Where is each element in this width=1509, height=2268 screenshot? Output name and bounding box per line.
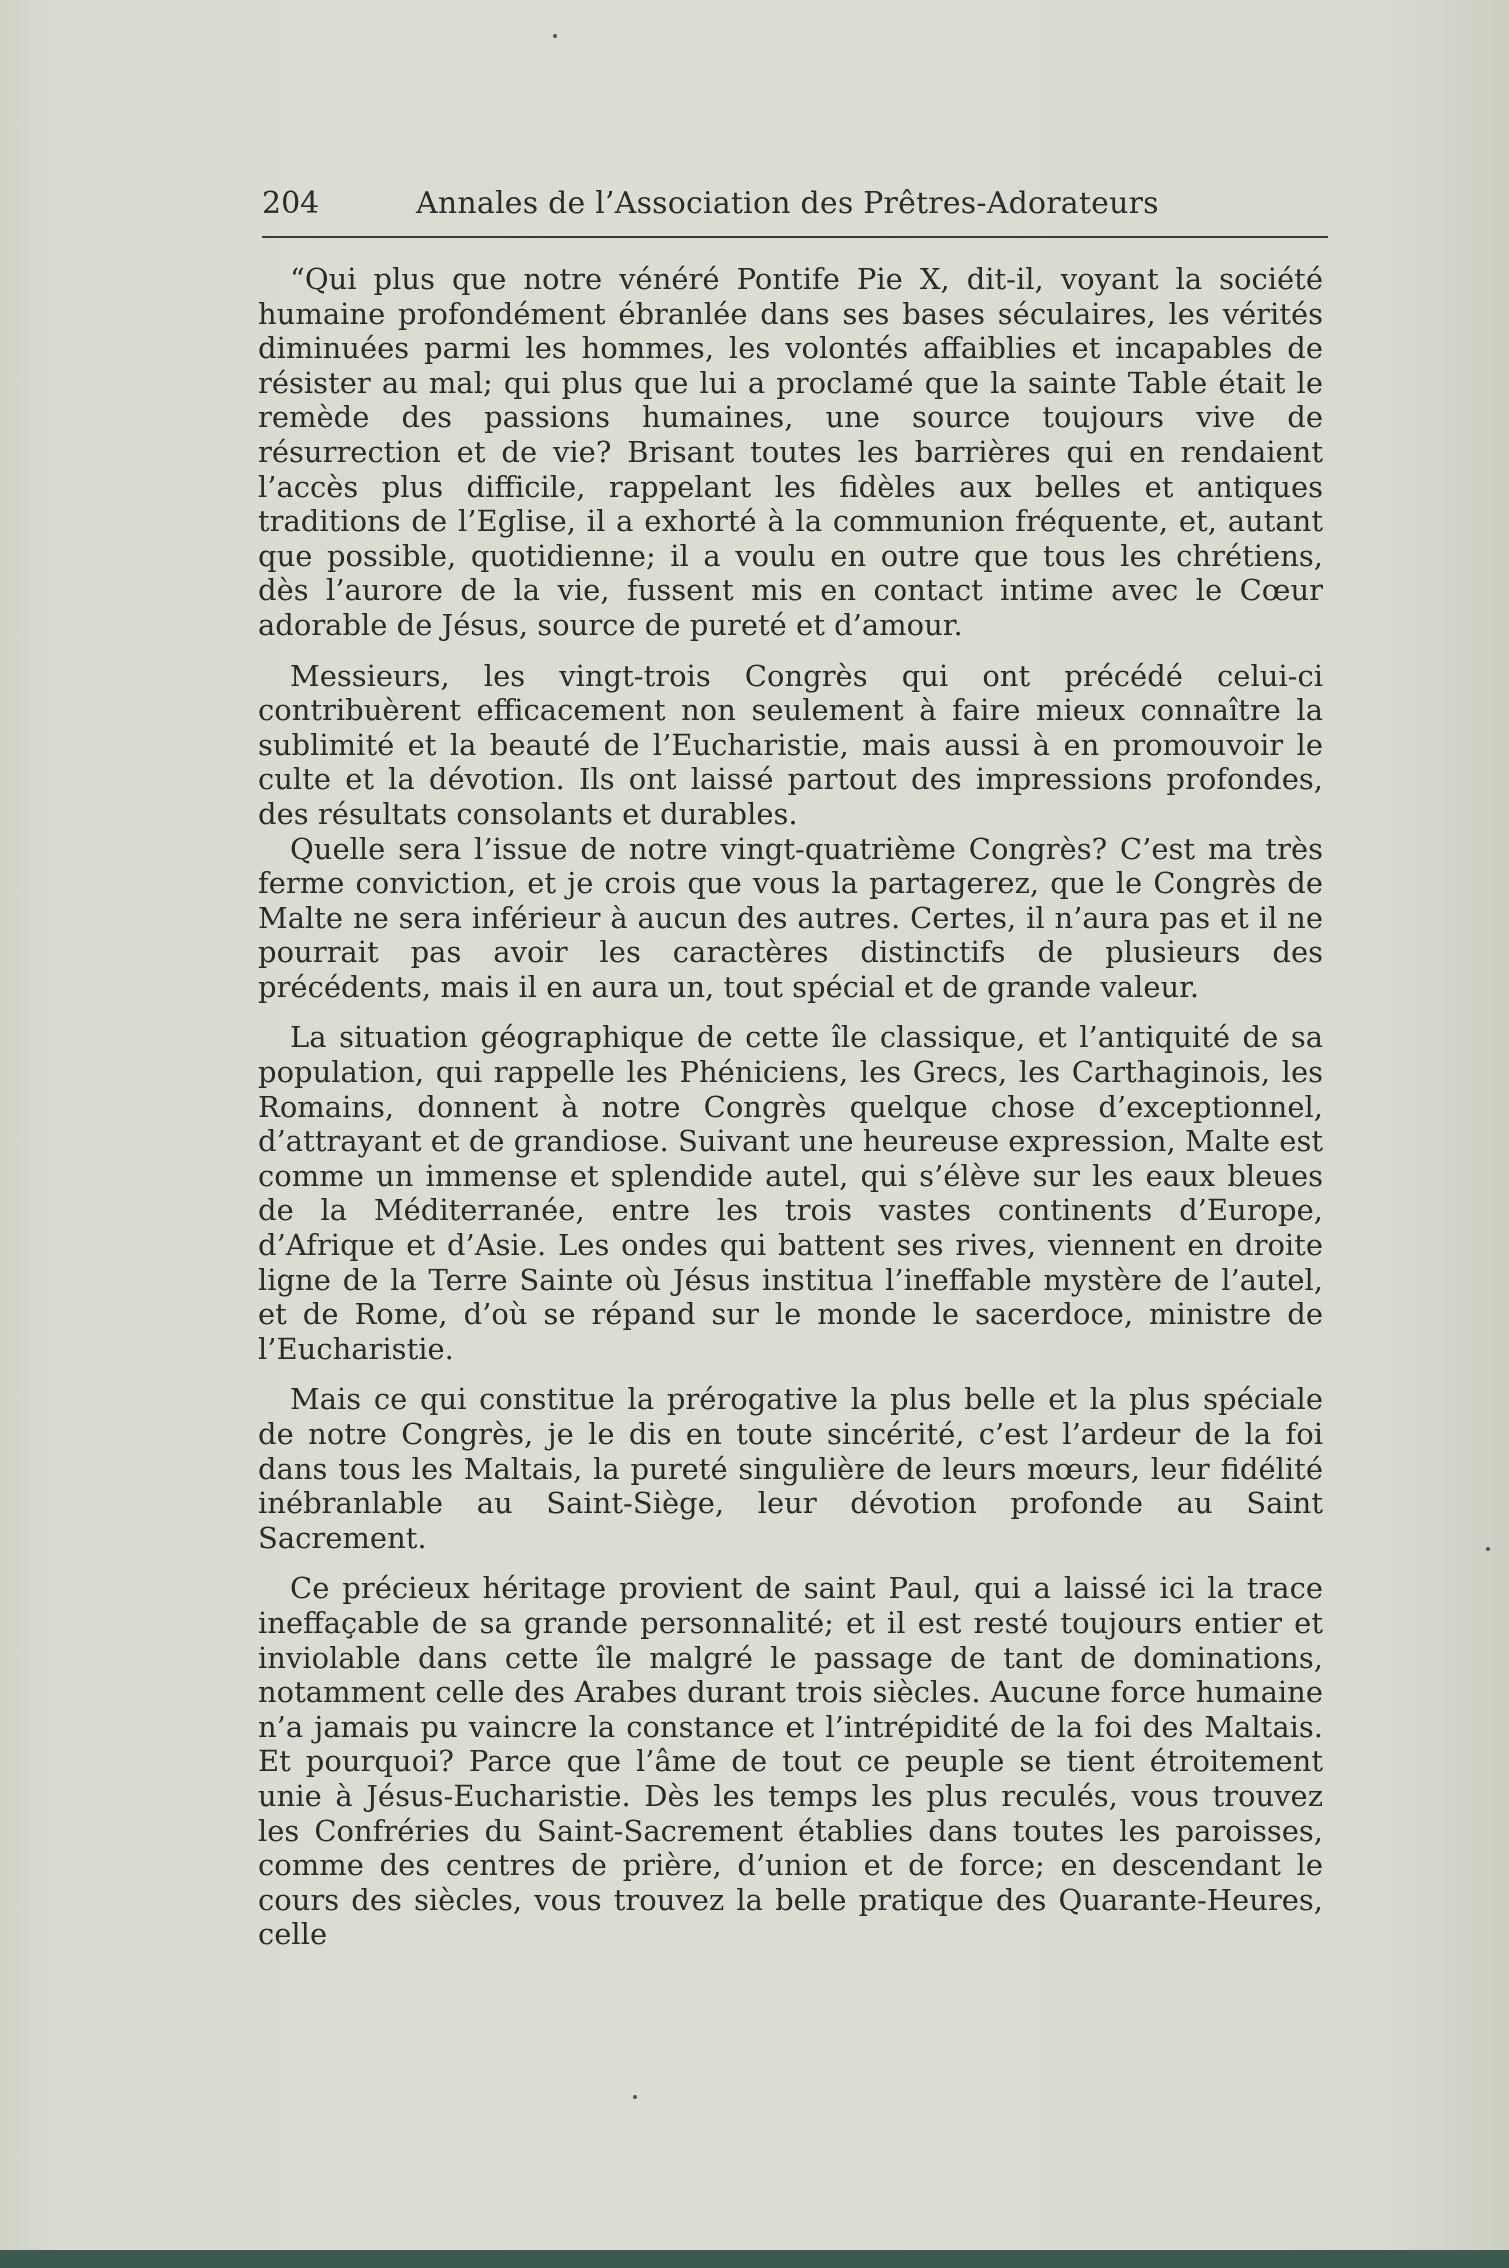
paragraph-3: Quelle sera l’issue de notre vingt-quatrième Congrès? C’est ma très ferme conviction, et je crois que vous la partagerez, que le Congrès de Malte ne sera inférieur à aucun des autres. Certes, il n’aura pas et il ne pourrait pas avoir les caractères distinctifs de plusieurs des précédents, mais il en aura un, tout spécial et de grande valeur.	[258, 831, 1323, 1004]
running-title: Annales de l’Association des Prêtres-Adorateurs	[416, 186, 1159, 221]
body-text	[258, 262, 1323, 1952]
paragraph-6: Ce précieux héritage provient de saint Paul, qui a laissé ici la trace ineffaçable de sa grande personnalité; et il est resté toujours entier et inviolable dans cette île malgré le passage de tant de dominations, notamment celle des Arabes durant trois siècles. Aucune force humaine n’a jamais pu vaincre la constance et l’intrépidité de la foi des Maltais. Et pourquoi? Parce que l’âme de tout ce peuple se tient étroitement unie à Jésus-Eucharistie. Dès les temps les plus reculés, vous trouvez les Confréries du Saint-Sacrement établies dans toutes les paroisses, comme des centres de prière, d’union et de force; en descendant le cours des siècles, vous trouvez la belle pratique des Quarante-Heures, celle	[258, 1571, 1323, 1952]
page-header	[262, 186, 1328, 230]
header-rule	[262, 236, 1328, 238]
paper-speck	[553, 34, 557, 38]
scan-bottom-edge	[0, 2250, 1509, 2268]
paragraph-1: “Qui plus que notre vénéré Pontife Pie X, dit-il, voyant la société humaine profondément ébranlée dans ses bases séculaires, les vérités diminuées parmi les hommes, les volontés affaiblies et incapables de résister au mal; qui plus que lui a proclamé que la sainte Table était le remède des passions humaines, une source toujours vive de résurrection et de vie? Brisant toutes les barrières qui en rendaient l’accès plus difficile, rappelant les fidèles aux belles et antiques traditions de l’Eglise, il a exhorté à la communion fréquente, et, autant que possible, quotidienne; il a voulu en outre que tous les chrétiens, dès l’aurore de la vie, fussent mis en contact intime avec le Cœur adorable de Jésus, source de pureté et d’amour.	[258, 262, 1323, 642]
paper-speck	[1486, 1547, 1490, 1551]
page-number: 204	[262, 186, 320, 221]
paragraph-2: Messieurs, les vingt-trois Congrès qui ont précédé celui-ci contribuèrent efficacement non seulement à faire mieux connaître la sublimité et la beauté de l’Eucharistie, mais aussi à en promouvoir le culte et la dévotion. Ils ont laissé partout des impressions profondes, des résultats consolants et durables.	[258, 658, 1323, 831]
paragraph-5: Mais ce qui constitue la prérogative la plus belle et la plus spéciale de notre Congrès, je le dis en toute sincérité, c’est l’ardeur de la foi dans tous les Maltais, la pureté singulière de leurs mœurs, leur fidélité inébranlable au Saint-Siège, leur dévotion profonde au Saint Sacrement.	[258, 1382, 1323, 1555]
paragraph-4: La situation géographique de cette île classique, et l’antiquité de sa population, qui rappelle les Phéniciens, les Grecs, les Carthaginois, les Romains, donnent à notre Congrès quelque chose d’exceptionnel, d’attrayant et de grandiose. Suivant une heureuse expression, Malte est comme un immense et splendide autel, qui s’élève sur les eaux bleues de la Méditerranée, entre les trois vastes continents d’Europe, d’Afrique et d’Asie. Les ondes qui battent ses rives, viennent en droite ligne de la Terre Sainte où Jésus institua l’ineffable mystère de l’autel, et de Rome, d’où se répand sur le monde le sacerdoce, ministre de l’Eucharistie.	[258, 1020, 1323, 1366]
paper-speck	[633, 2095, 637, 2099]
